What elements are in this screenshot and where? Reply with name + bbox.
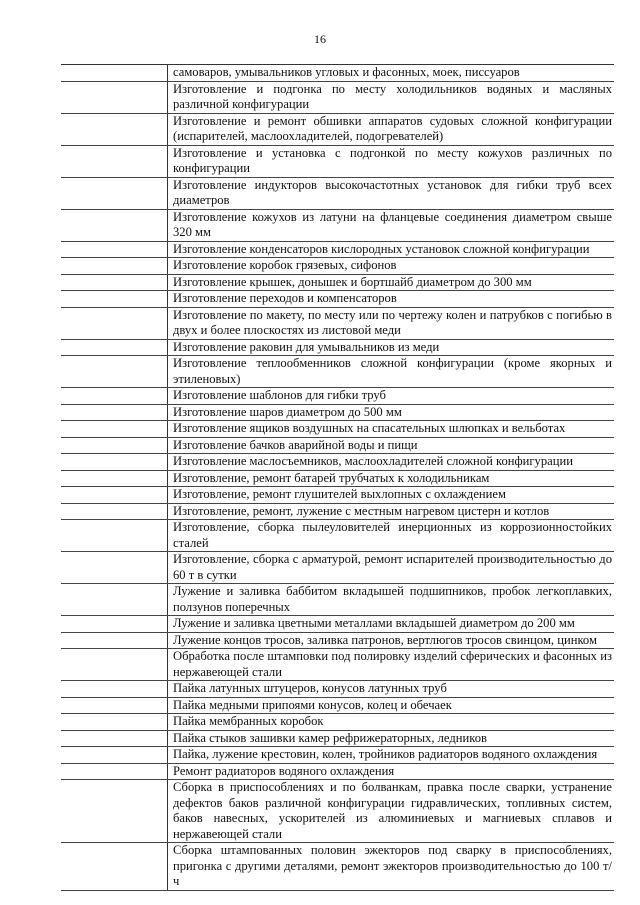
empty-cell — [61, 356, 168, 387]
work-item-text: Изготовление, ремонт батарей трубчатых к холодильникам — [173, 470, 490, 485]
empty-cell — [61, 438, 168, 454]
work-item-text: Пайка, лужение крестовин, колен, тройников радиаторов водяного охлаждения — [173, 747, 598, 761]
work-item-text: Сборка штампованных половин эжекторов под сварку в приспособлениях, пригонка с другими деталями, ремонт эжекторов производительностью до 100 т/ч — [173, 843, 612, 888]
table-row — [61, 714, 614, 731]
work-item-text: Изготовление крышек, донышек и бортшайб диаметром до 300 мм — [173, 274, 532, 289]
empty-cell — [61, 275, 168, 291]
work-item-text: Пайка медными припоями конусов, колец и обечаек — [173, 697, 452, 712]
empty-cell — [61, 242, 168, 258]
work-item-text: Изготовление раковин для умывальников из меди — [173, 339, 440, 354]
work-item-text: Изготовление кожухов из латуни на фланцевые соединения диаметром свыше 320 мм — [173, 209, 612, 239]
empty-cell — [61, 764, 168, 780]
empty-cell — [61, 308, 168, 339]
table-row — [61, 747, 614, 764]
table-row — [61, 421, 614, 438]
empty-cell — [61, 258, 168, 274]
table-row — [61, 178, 614, 210]
table-row — [61, 698, 614, 715]
work-item-text: Лужение и заливка цветными металлами вкладышей диаметром до 200 мм — [173, 616, 575, 630]
work-item-text: Изготовление переходов и компенсаторов — [173, 291, 397, 305]
work-item-text: Лужение и заливка баббитом вкладышей подшипников, пробок легкоплавких, ползунов поперечных — [173, 584, 612, 614]
table-row — [61, 146, 614, 178]
empty-cell — [61, 731, 168, 747]
work-item-text: Пайка латунных штуцеров, конусов латунных труб — [173, 681, 447, 695]
empty-cell — [61, 698, 168, 714]
table-row — [61, 308, 614, 340]
work-item-text: Лужение концов тросов, заливка патронов, вертлюгов тросов свинцом, цинком — [173, 632, 597, 647]
empty-cell — [61, 747, 168, 763]
empty-cell — [61, 388, 168, 404]
table-row — [61, 681, 614, 698]
empty-cell — [61, 520, 168, 551]
table-row — [61, 291, 614, 308]
empty-cell — [61, 487, 168, 503]
empty-cell — [61, 405, 168, 421]
work-items-table — [61, 64, 614, 891]
work-item-text: Изготовление, ремонт глушителей выхлопных с охлаждением — [173, 487, 506, 501]
table-row — [61, 454, 614, 471]
empty-cell — [61, 454, 168, 470]
empty-cell — [61, 421, 168, 437]
empty-cell — [61, 552, 168, 583]
empty-cell — [61, 843, 168, 890]
work-item-text: самоваров, умывальников угловых и фасонных, моек, писсуаров — [173, 65, 520, 79]
table-row — [61, 275, 614, 292]
table-row — [61, 356, 614, 388]
table-row — [61, 114, 614, 146]
table-row — [61, 388, 614, 405]
work-item-text: Пайка мембранных коробок — [173, 714, 324, 728]
work-item-text: Изготовление, ремонт, лужение с местным нагревом цистерн и котлов — [173, 503, 550, 518]
empty-cell — [61, 633, 168, 649]
empty-cell — [61, 681, 168, 697]
table-row — [61, 258, 614, 275]
table-row — [61, 242, 614, 259]
empty-cell — [61, 649, 168, 680]
table-row — [61, 405, 614, 422]
table-row — [61, 82, 614, 114]
empty-cell — [61, 146, 168, 177]
table-row — [61, 210, 614, 242]
table-row — [61, 616, 614, 633]
empty-cell — [61, 714, 168, 730]
page-number: 16 — [314, 32, 326, 46]
table-row — [61, 65, 614, 82]
table-row — [61, 649, 614, 681]
work-item-text: Обработка после штамповки под полировку изделий сферических и фасонных из нержавеющей стали — [173, 649, 612, 679]
work-item-text: Изготовление бачков аварийной воды и пищи — [173, 437, 418, 452]
work-item-text: Изготовление, сборка пылеуловителей инерционных из коррозионностойких сталей — [173, 520, 612, 550]
empty-cell — [61, 584, 168, 615]
table-row — [61, 340, 614, 357]
work-item-text: Изготовление маслосъемников, маслоохладителей сложной конфигурации — [173, 454, 573, 468]
work-item-text: Изготовление теплообменников сложной конфигурации (кроме якорных и этиленовых) — [173, 356, 612, 386]
empty-cell — [61, 616, 168, 632]
table-row — [61, 780, 614, 843]
empty-cell — [61, 504, 168, 520]
table-row — [61, 731, 614, 748]
work-item-text: Ремонт радиаторов водяного охлаждения — [173, 763, 395, 778]
empty-cell — [61, 471, 168, 487]
empty-cell — [61, 291, 168, 307]
table-row — [61, 843, 614, 891]
table-row — [61, 584, 614, 616]
empty-cell — [61, 65, 168, 81]
table-row — [61, 552, 614, 584]
work-item-text: Изготовление и ремонт обшивки аппаратов судовых сложной конфигурации (испарителей, маслоохладителей, подогревателей) — [173, 113, 612, 143]
empty-cell — [61, 780, 168, 842]
work-item-text: Изготовление, сборка с арматурой, ремонт испарителей производительностью до 60 т в сутки — [173, 552, 612, 582]
empty-cell — [61, 82, 168, 113]
empty-cell — [61, 114, 168, 145]
work-item-text: Сборка в приспособлениях и по болванкам, правка после сварки, устранение дефектов баков различной конфигурации гидравлических, топливных систем, баков навесных, ускорителей из алюминиевых и магниевых сплавов и нержавеющей стали — [173, 780, 612, 841]
work-item-text: Изготовление и подгонка по месту холодильников водяных и масляных различной конфигурации — [173, 81, 612, 111]
work-item-text: Изготовление по макету, по месту или по чертежу колен и патрубков с погибью в двух и более плоскостях из листовой меди — [173, 307, 612, 337]
table-row — [61, 487, 614, 504]
table-row — [61, 520, 614, 552]
work-item-text: Пайка стыков зашивки камер рефрижераторных, ледников — [173, 730, 487, 745]
work-item-text: Изготовление и установка с подгонкой по месту кожухов различных по конфигурации — [173, 145, 612, 175]
table-row — [61, 438, 614, 455]
empty-cell — [61, 178, 168, 209]
empty-cell — [61, 210, 168, 241]
work-item-text: Изготовление шаблонов для гибки труб — [173, 388, 386, 402]
work-item-text: Изготовление индукторов высокочастотных установок для гибки труб всех диаметров — [173, 177, 612, 207]
table-row — [61, 471, 614, 488]
work-item-text: Изготовление коробок грязевых, сифонов — [173, 258, 397, 272]
work-item-text: Изготовление ящиков воздушных на спасательных шлюпках и вельботах — [173, 421, 566, 435]
work-item-text: Изготовление шаров диаметром до 500 мм — [173, 404, 402, 419]
work-item-text: Изготовление конденсаторов кислородных установок сложной конфигурации — [173, 241, 590, 256]
table-row — [61, 504, 614, 521]
table-row — [61, 764, 614, 781]
table-row — [61, 633, 614, 650]
empty-cell — [61, 340, 168, 356]
